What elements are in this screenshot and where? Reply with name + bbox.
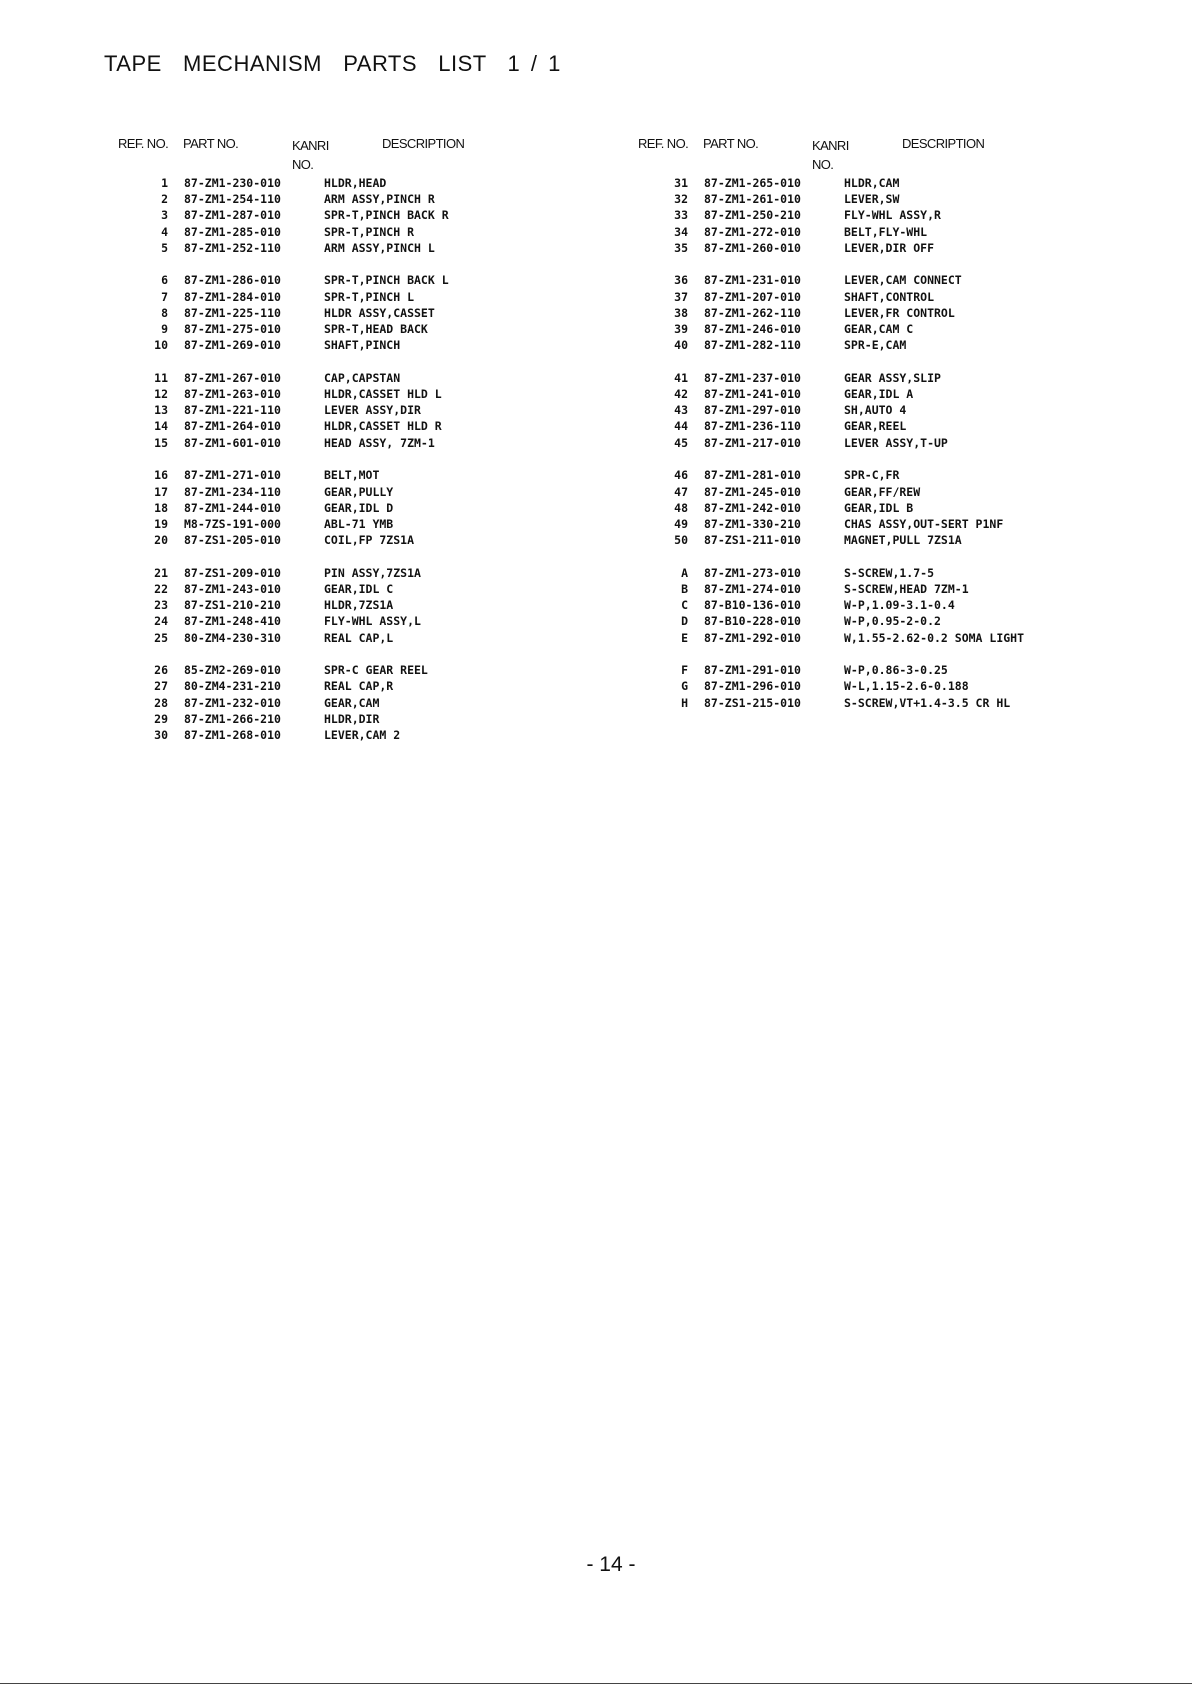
part-no-cell: 87-ZM1-287-010 — [184, 208, 281, 223]
table-row — [0, 566, 560, 582]
part-no-cell: 87-ZS1-205-010 — [184, 533, 281, 548]
table-row — [520, 241, 1080, 257]
description-cell: HLDR,CASSET HLD L — [324, 387, 442, 402]
table-row — [0, 290, 560, 306]
table-row — [0, 485, 560, 501]
description-cell: PIN ASSY,7ZS1A — [324, 565, 421, 580]
table-row — [0, 614, 560, 630]
part-no-cell: 87-ZM1-244-010 — [184, 500, 281, 515]
ref-no-cell: 5 — [161, 240, 168, 255]
description-cell: SPR-T,PINCH R — [324, 224, 415, 239]
part-no-cell: 87-ZM1-252-110 — [184, 240, 281, 255]
table-row — [520, 403, 1080, 419]
part-no-cell: 87-ZM1-260-010 — [704, 240, 801, 255]
part-no-cell: 87-ZM1-242-010 — [704, 500, 801, 515]
header-kanri-no: KANRI NO. — [292, 138, 329, 172]
table-row — [0, 501, 560, 517]
description-cell: GEAR,IDL C — [324, 581, 394, 596]
part-no-cell: 87-ZM1-282-110 — [704, 338, 801, 353]
ref-no-cell: C — [681, 598, 688, 613]
header-part-no: PART NO. — [183, 136, 239, 151]
description-cell: HLDR,CAM — [844, 176, 900, 190]
ref-no-cell: 41 — [674, 370, 688, 385]
description-cell: LEVER,DIR OFF — [844, 240, 935, 255]
description-cell: SH,AUTO 4 — [844, 403, 907, 418]
part-no-cell: 87-ZM1-275-010 — [184, 322, 281, 336]
ref-no-cell: 45 — [674, 435, 688, 450]
part-no-cell: 87-ZM1-269-010 — [184, 338, 281, 353]
ref-no-cell: 47 — [674, 484, 688, 499]
ref-no-cell: 33 — [674, 208, 688, 223]
table-row — [520, 338, 1080, 354]
part-no-cell: 87-ZM1-284-010 — [184, 289, 281, 304]
ref-no-cell: 49 — [674, 516, 688, 531]
description-cell: W-P,0.95-2-0.2 — [844, 614, 941, 629]
description-cell: SPR-T,PINCH L — [324, 289, 415, 304]
ref-no-cell: 17 — [154, 484, 168, 499]
part-no-cell: 87-B10-228-010 — [704, 614, 801, 629]
parts-group — [520, 566, 1080, 647]
table-row — [0, 468, 560, 484]
part-no-cell: 87-ZM1-267-010 — [184, 370, 281, 385]
table-row — [0, 517, 560, 533]
description-cell: CAP,CAPSTAN — [324, 370, 401, 385]
table-row — [520, 208, 1080, 224]
table-row — [520, 306, 1080, 322]
table-row — [0, 631, 560, 647]
parts-table-left — [0, 136, 560, 761]
description-cell: HLDR,HEAD — [324, 176, 387, 190]
ref-no-cell: 48 — [674, 500, 688, 515]
table-row — [520, 468, 1080, 484]
ref-no-cell: 15 — [154, 435, 168, 450]
part-no-cell: 87-ZM1-291-010 — [704, 663, 801, 678]
part-no-cell: 87-ZM1-268-010 — [184, 727, 281, 742]
ref-no-cell: 39 — [674, 322, 688, 336]
ref-no-cell: 3 — [161, 208, 168, 223]
part-no-cell: 87-ZM1-264-010 — [184, 419, 281, 434]
page-number: - 14 - — [586, 1553, 636, 1576]
part-no-cell: 87-ZM1-272-010 — [704, 224, 801, 239]
description-cell: SPR-C,FR — [844, 468, 900, 483]
ref-no-cell: 50 — [674, 533, 688, 548]
description-cell: HLDR,CASSET HLD R — [324, 419, 442, 434]
ref-no-cell: 28 — [154, 695, 168, 710]
description-cell: GEAR,CAM — [324, 695, 380, 710]
ref-no-cell: 4 — [161, 224, 168, 239]
description-cell: CHAS ASSY,OUT-SERT P1NF — [844, 516, 1004, 531]
ref-no-cell: 2 — [161, 192, 168, 207]
part-no-cell: 87-ZM1-232-010 — [184, 695, 281, 710]
description-cell: SPR-C GEAR REEL — [324, 663, 428, 678]
part-no-cell: 87-ZM1-231-010 — [704, 273, 801, 288]
ref-no-cell: E — [681, 630, 688, 645]
table-row — [0, 192, 560, 208]
ref-no-cell: 46 — [674, 468, 688, 483]
ref-no-cell: 13 — [154, 403, 168, 418]
ref-no-cell: G — [681, 679, 688, 694]
part-no-cell: 87-ZM1-221-110 — [184, 403, 281, 418]
part-no-cell: 87-ZM1-297-010 — [704, 403, 801, 418]
header-kanri-no: KANRI NO. — [812, 138, 849, 172]
part-no-cell: 87-ZM1-262-110 — [704, 305, 801, 320]
table-row — [0, 387, 560, 403]
part-no-cell: 80-ZM4-231-210 — [184, 679, 281, 694]
header-description: DESCRIPTION — [382, 136, 465, 151]
description-cell: LEVER,CAM CONNECT — [844, 273, 962, 288]
part-no-cell: 87-ZM1-292-010 — [704, 630, 801, 645]
table-row — [520, 501, 1080, 517]
part-no-cell: 87-ZS1-210-210 — [184, 598, 281, 613]
description-cell: ARM ASSY,PINCH R — [324, 192, 435, 207]
table-row — [520, 290, 1080, 306]
description-cell: ABL-71 YMB — [324, 516, 394, 531]
bottom-divider — [0, 1683, 1192, 1684]
ref-no-cell: 22 — [154, 581, 168, 596]
table-row — [0, 176, 560, 192]
parts-groups — [520, 176, 1080, 712]
part-no-cell: 85-ZM2-269-010 — [184, 663, 281, 678]
table-row — [520, 533, 1080, 549]
ref-no-cell: 44 — [674, 419, 688, 434]
description-cell: HLDR ASSY,CASSET — [324, 305, 435, 320]
table-row — [520, 614, 1080, 630]
description-cell: S-SCREW,HEAD 7ZM-1 — [844, 581, 969, 596]
description-cell: COIL,FP 7ZS1A — [324, 533, 415, 548]
part-no-cell: 87-ZM1-245-010 — [704, 484, 801, 499]
table-row — [520, 517, 1080, 533]
description-cell: HLDR,DIR — [324, 711, 380, 726]
table-row — [0, 241, 560, 257]
description-cell: SPR-E,CAM — [844, 338, 907, 353]
parts-groups — [0, 176, 560, 744]
ref-no-cell: 25 — [154, 630, 168, 645]
table-row — [520, 419, 1080, 435]
ref-no-cell: 21 — [154, 565, 168, 580]
ref-no-cell: F — [681, 663, 688, 678]
table-row — [520, 192, 1080, 208]
table-row — [0, 663, 560, 679]
description-cell: W-P,0.86-3-0.25 — [844, 663, 948, 678]
part-no-cell: 87-ZM1-246-010 — [704, 322, 801, 336]
part-no-cell: 87-ZM1-265-010 — [704, 176, 801, 190]
part-no-cell: 87-ZM1-281-010 — [704, 468, 801, 483]
header-ref-no: REF. NO. — [638, 136, 689, 151]
description-cell: FLY-WHL ASSY,R — [844, 208, 941, 223]
description-cell: REAL CAP,R — [324, 679, 394, 694]
ref-no-cell: 11 — [154, 370, 168, 385]
part-no-cell: 87-ZM1-271-010 — [184, 468, 281, 483]
table-row — [520, 598, 1080, 614]
ref-no-cell: 7 — [161, 289, 168, 304]
part-no-cell: 87-ZM1-254-110 — [184, 192, 281, 207]
parts-group — [520, 176, 1080, 257]
part-no-cell: 87-ZM1-237-010 — [704, 370, 801, 385]
table-row — [0, 582, 560, 598]
part-no-cell: 80-ZM4-230-310 — [184, 630, 281, 645]
description-cell: LEVER ASSY,DIR — [324, 403, 421, 418]
parts-group — [520, 371, 1080, 452]
part-no-cell: 87-ZM1-241-010 — [704, 387, 801, 402]
ref-no-cell: 1 — [161, 176, 168, 190]
part-no-cell: 87-ZM1-243-010 — [184, 581, 281, 596]
part-no-cell: 87-ZM1-286-010 — [184, 273, 281, 288]
description-cell: SPR-T,HEAD BACK — [324, 322, 428, 336]
parts-table-right — [520, 136, 1080, 728]
description-cell: FLY-WHL ASSY,L — [324, 614, 421, 629]
table-row — [520, 225, 1080, 241]
part-no-cell: 87-ZM1-217-010 — [704, 435, 801, 450]
ref-no-cell: 37 — [674, 289, 688, 304]
table-row — [520, 436, 1080, 452]
ref-no-cell: 10 — [154, 338, 168, 353]
table-header — [520, 136, 1080, 176]
description-cell: LEVER,FR CONTROL — [844, 305, 955, 320]
description-cell: HEAD ASSY, 7ZM-1 — [324, 435, 435, 450]
table-row — [0, 322, 560, 338]
ref-no-cell: 29 — [154, 711, 168, 726]
header-ref-no: REF. NO. — [118, 136, 169, 151]
ref-no-cell: A — [681, 565, 688, 580]
ref-no-cell: 36 — [674, 273, 688, 288]
ref-no-cell: 12 — [154, 387, 168, 402]
part-no-cell: 87-ZM1-263-010 — [184, 387, 281, 402]
ref-no-cell: 32 — [674, 192, 688, 207]
header-part-no: PART NO. — [703, 136, 759, 151]
table-row — [0, 679, 560, 695]
table-row — [520, 273, 1080, 289]
description-cell: S-SCREW,1.7-5 — [844, 565, 935, 580]
part-no-cell: 87-ZM1-230-010 — [184, 176, 281, 190]
part-no-cell: 87-ZM1-601-010 — [184, 435, 281, 450]
ref-no-cell: 27 — [154, 679, 168, 694]
description-cell: BELT,MOT — [324, 468, 380, 483]
part-no-cell: 87-ZM1-261-010 — [704, 192, 801, 207]
part-no-cell: 87-ZM1-296-010 — [704, 679, 801, 694]
table-row — [0, 208, 560, 224]
part-no-cell: M8-7ZS-191-000 — [184, 516, 281, 531]
table-row — [0, 273, 560, 289]
description-cell: BELT,FLY-WHL — [844, 224, 928, 239]
description-cell: GEAR,IDL A — [844, 387, 914, 402]
table-row — [0, 533, 560, 549]
part-no-cell: 87-ZM1-248-410 — [184, 614, 281, 629]
table-row — [520, 485, 1080, 501]
part-no-cell: 87-ZM1-250-210 — [704, 208, 801, 223]
parts-group — [0, 566, 560, 647]
description-cell: W-L,1.15-2.6-0.188 — [844, 679, 969, 694]
table-row — [520, 679, 1080, 695]
ref-no-cell: 34 — [674, 224, 688, 239]
table-row — [520, 322, 1080, 338]
ref-no-cell: 24 — [154, 614, 168, 629]
table-row — [0, 225, 560, 241]
ref-no-cell: 35 — [674, 240, 688, 255]
part-no-cell: 87-ZM1-273-010 — [704, 565, 801, 580]
table-row — [0, 436, 560, 452]
ref-no-cell: B — [681, 581, 688, 596]
table-row — [0, 306, 560, 322]
ref-no-cell: 20 — [154, 533, 168, 548]
table-row — [520, 371, 1080, 387]
description-cell: S-SCREW,VT+1.4-3.5 CR HL — [844, 695, 1011, 710]
ref-no-cell: 8 — [161, 305, 168, 320]
part-no-cell: 87-ZS1-211-010 — [704, 533, 801, 548]
parts-group — [0, 176, 560, 257]
ref-no-cell: 38 — [674, 305, 688, 320]
part-no-cell: 87-ZS1-215-010 — [704, 695, 801, 710]
description-cell: GEAR,FF/REW — [844, 484, 921, 499]
table-header — [0, 136, 560, 176]
part-no-cell: 87-ZM1-207-010 — [704, 289, 801, 304]
description-cell: SPR-T,PINCH BACK R — [324, 208, 449, 223]
ref-no-cell: 40 — [674, 338, 688, 353]
part-no-cell: 87-ZM1-330-210 — [704, 516, 801, 531]
ref-no-cell: 18 — [154, 500, 168, 515]
parts-group — [0, 273, 560, 354]
description-cell: GEAR,IDL D — [324, 500, 394, 515]
table-row — [0, 338, 560, 354]
ref-no-cell: 9 — [161, 322, 168, 336]
ref-no-cell: 31 — [674, 176, 688, 190]
part-no-cell: 87-ZM1-225-110 — [184, 305, 281, 320]
table-row — [0, 696, 560, 712]
ref-no-cell: 6 — [161, 273, 168, 288]
table-row — [520, 387, 1080, 403]
ref-no-cell: 26 — [154, 663, 168, 678]
table-row — [520, 176, 1080, 192]
table-row — [0, 712, 560, 728]
table-row — [520, 696, 1080, 712]
table-row — [0, 403, 560, 419]
ref-no-cell: 16 — [154, 468, 168, 483]
parts-group — [520, 273, 1080, 354]
description-cell: W-P,1.09-3.1-0.4 — [844, 598, 955, 613]
description-cell: REAL CAP,L — [324, 630, 394, 645]
description-cell: GEAR,IDL B — [844, 500, 914, 515]
page-title: TAPE MECHANISM PARTS LIST 1 / 1 — [104, 51, 561, 76]
description-cell: SHAFT,CONTROL — [844, 289, 935, 304]
ref-no-cell: 19 — [154, 516, 168, 531]
part-no-cell: 87-ZM1-266-210 — [184, 711, 281, 726]
table-row — [520, 582, 1080, 598]
table-row — [0, 728, 560, 744]
ref-no-cell: 14 — [154, 419, 168, 434]
description-cell: LEVER,CAM 2 — [324, 727, 401, 742]
parts-group — [520, 663, 1080, 712]
table-row — [520, 566, 1080, 582]
header-description: DESCRIPTION — [902, 136, 985, 151]
description-cell: SPR-T,PINCH BACK L — [324, 273, 449, 288]
part-no-cell: 87-ZM1-236-110 — [704, 419, 801, 434]
part-no-cell: 87-ZM1-274-010 — [704, 581, 801, 596]
parts-group — [0, 663, 560, 744]
table-row — [0, 598, 560, 614]
part-no-cell: 87-ZM1-285-010 — [184, 224, 281, 239]
parts-group — [0, 371, 560, 452]
table-row — [520, 663, 1080, 679]
description-cell: MAGNET,PULL 7ZS1A — [844, 533, 962, 548]
description-cell: GEAR,REEL — [844, 419, 907, 434]
ref-no-cell: 30 — [154, 727, 168, 742]
description-cell: GEAR ASSY,SLIP — [844, 370, 941, 385]
description-cell: LEVER ASSY,T-UP — [844, 435, 948, 450]
table-row — [0, 371, 560, 387]
description-cell: GEAR,PULLY — [324, 484, 394, 499]
parts-group — [520, 468, 1080, 549]
description-cell: SHAFT,PINCH — [324, 338, 401, 353]
parts-group — [0, 468, 560, 549]
description-cell: HLDR,7ZS1A — [324, 598, 394, 613]
description-cell: GEAR,CAM C — [844, 322, 914, 336]
ref-no-cell: 23 — [154, 598, 168, 613]
ref-no-cell: 43 — [674, 403, 688, 418]
part-no-cell: 87-ZM1-234-110 — [184, 484, 281, 499]
part-no-cell: 87-ZS1-209-010 — [184, 565, 281, 580]
description-cell: LEVER,SW — [844, 192, 900, 207]
table-row — [0, 419, 560, 435]
ref-no-cell: H — [681, 695, 688, 710]
table-row — [520, 631, 1080, 647]
description-cell: W,1.55-2.62-0.2 SOMA LIGHT — [844, 630, 1025, 645]
ref-no-cell: D — [681, 614, 688, 629]
ref-no-cell: 42 — [674, 387, 688, 402]
description-cell: ARM ASSY,PINCH L — [324, 240, 435, 255]
part-no-cell: 87-B10-136-010 — [704, 598, 801, 613]
